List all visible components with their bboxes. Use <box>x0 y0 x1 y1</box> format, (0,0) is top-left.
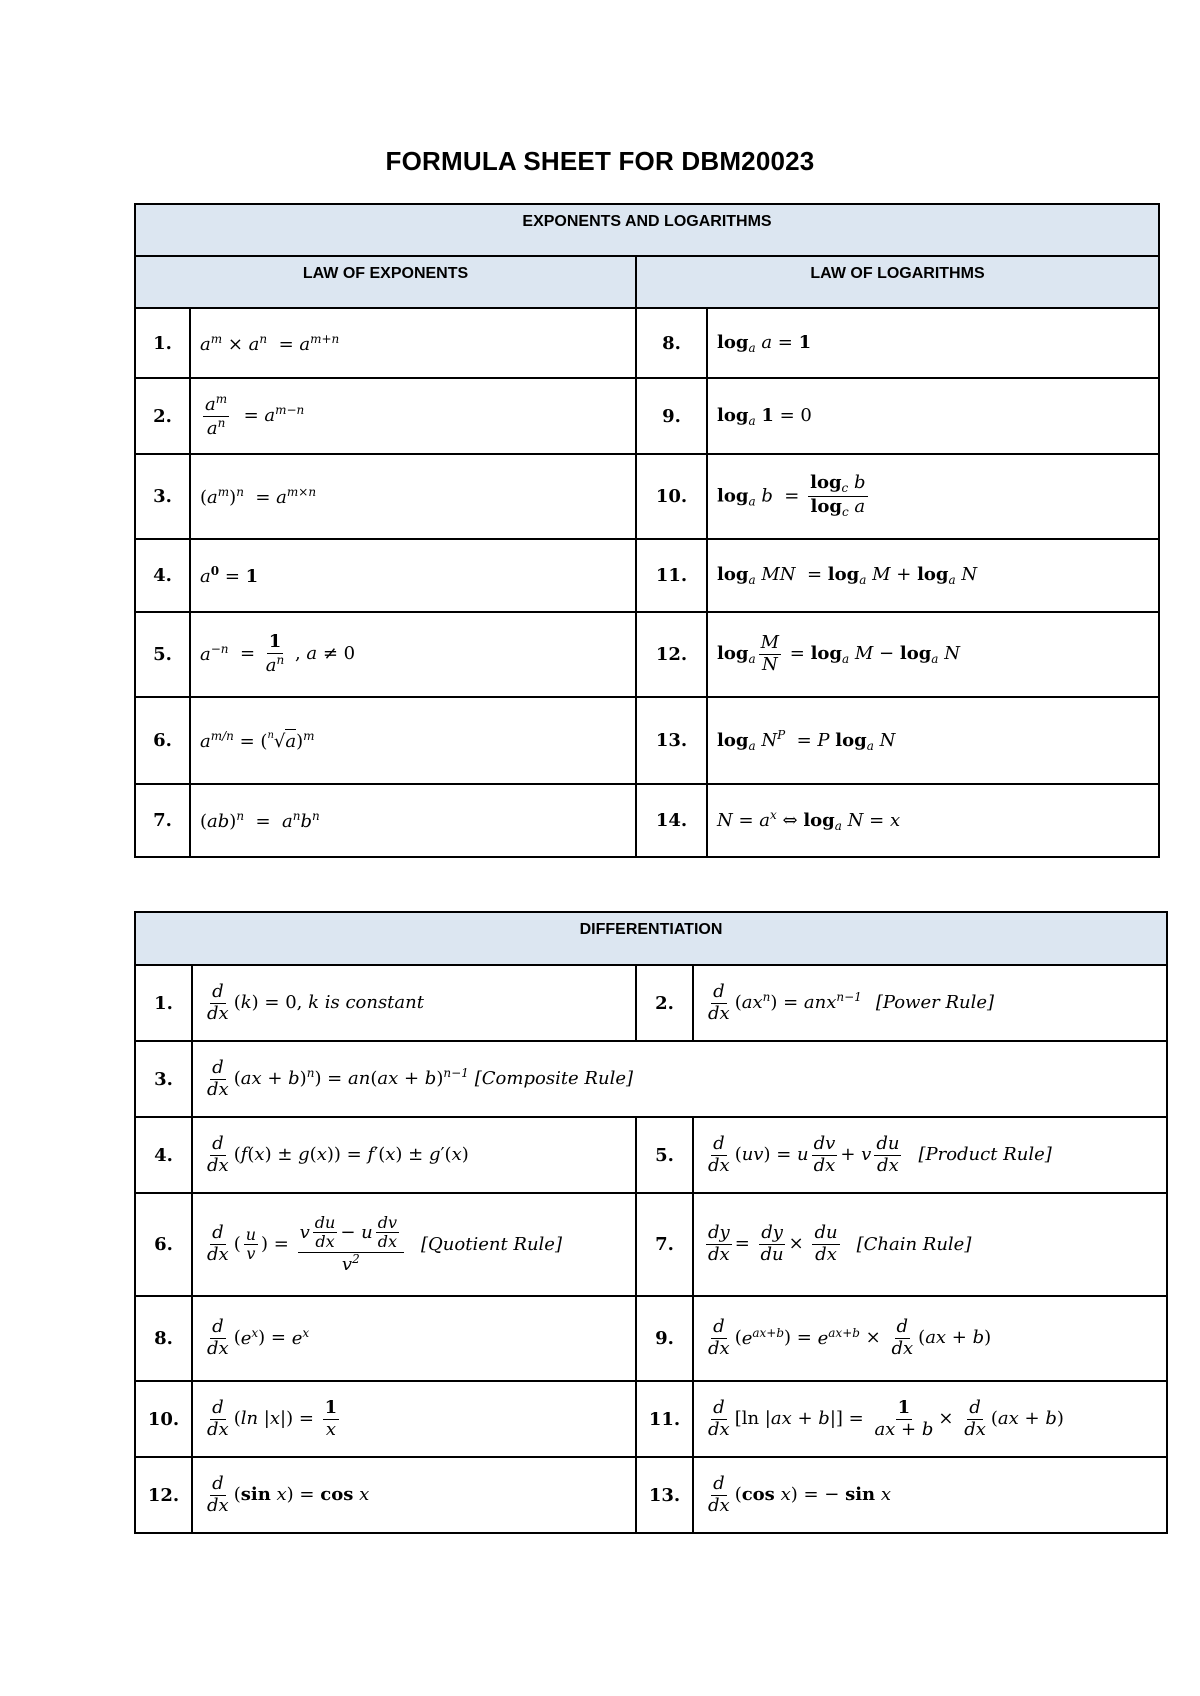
table-row <box>135 784 1159 857</box>
rule-label: [Composite Rule] <box>474 1068 634 1089</box>
formula-number: 10. <box>135 1381 192 1457</box>
formula-derivative-ln: $\frac{d}{dx}$ (ln |x|) = $\frac{1}{x}$ <box>192 1381 636 1457</box>
formula-number: 6. <box>135 1193 192 1296</box>
differentiation-table <box>134 911 1168 1534</box>
formula-number: 11. <box>636 1381 693 1457</box>
formula-log-product: $\log_a$ MN = $\log_a M + \log_a N$ <box>707 539 1159 612</box>
formula-exponent-zero: $a^0 = 1$ <box>190 539 636 612</box>
rule-label: [Quotient Rule] <box>421 1233 562 1255</box>
table-row <box>135 378 1159 454</box>
section-header-exponents-logarithms: EXPONENTS AND LOGARITHMS <box>135 204 1159 256</box>
table-row <box>135 697 1159 784</box>
formula-log-change-of-base: $\log_a b$ = $\frac{\log_c b}{\log_c a}$ <box>707 454 1159 539</box>
formula-number: 13. <box>636 1457 693 1533</box>
formula-chain-rule: $\frac{dy}{dx}$ = $\frac{dy}{du}$ × $\frac{du}{dx}$ [Chain Rule] <box>693 1193 1167 1296</box>
table-row <box>135 1457 1167 1533</box>
formula-number: 9. <box>636 1296 693 1381</box>
column-header-law-of-exponents: LAW OF EXPONENTS <box>135 256 636 308</box>
formula-number: 8. <box>135 1296 192 1381</box>
formula-number: 14. <box>636 784 707 857</box>
formula-sum-difference-rule: $\frac{d}{dx}$ (f(x) ± g(x)) = f′(x) ± g′(x) <box>192 1117 636 1193</box>
column-header-law-of-logarithms: LAW OF LOGARITHMS <box>636 256 1159 308</box>
table-row <box>135 612 1159 697</box>
formula-number: 4. <box>135 1117 192 1193</box>
exponents-logarithms-table <box>134 203 1160 858</box>
rule-label: [Product Rule] <box>918 1144 1052 1165</box>
formula-number: 1. <box>135 965 192 1041</box>
formula-number: 11. <box>636 539 707 612</box>
formula-number: 4. <box>135 539 190 612</box>
formula-number: 5. <box>636 1117 693 1193</box>
formula-log-of-one: $\log_a 1 = 0$ <box>707 378 1159 454</box>
table-row <box>135 1296 1167 1381</box>
rule-label: [Power Rule] <box>875 992 995 1013</box>
formula-number: 3. <box>135 1041 192 1117</box>
formula-derivative-exponential-linear: $\frac{d}{dx}$ $(e^{ax+b}) = e^{ax+b}$ × $\frac{d}{dx}$ (ax + b) <box>693 1296 1167 1381</box>
formula-power-rule: $\frac{d}{dx}$ $(ax^n) = anx^{n-1}$ [Power Rule] <box>693 965 1167 1041</box>
rule-label: [Chain Rule] <box>856 1233 972 1255</box>
formula-number: 2. <box>636 965 693 1041</box>
formula-number: 12. <box>135 1457 192 1533</box>
formula-derivative-exponential: $\frac{d}{dx}$ $(e^x) = e^x$ <box>192 1296 636 1381</box>
formula-exponent-product: $a^m \times a^n = a^{m+n}$ <box>190 308 636 378</box>
formula-log-base-self: $\log_a a = 1$ <box>707 308 1159 378</box>
formula-number: 7. <box>636 1193 693 1296</box>
table-row <box>135 308 1159 378</box>
formula-number: 9. <box>636 378 707 454</box>
formula-log-quotient: $\log_a$ $\frac{M}{N}$ = $\log_a M - \log_a N$ <box>707 612 1159 697</box>
formula-derivative-ln-linear: $\frac{d}{dx}$ [ln |ax + b|] = $\frac{1}{ax + b}$ × $\frac{d}{dx}$ (ax + b) <box>693 1381 1167 1457</box>
formula-number: 6. <box>135 697 190 784</box>
formula-number: 7. <box>135 784 190 857</box>
table-row <box>135 1193 1167 1296</box>
formula-number: 2. <box>135 378 190 454</box>
formula-number: 12. <box>636 612 707 697</box>
formula-number: 8. <box>636 308 707 378</box>
formula-exponent-fractional: $a^{m/n} = (^n√a)^m$ <box>190 697 636 784</box>
table-row <box>135 1117 1167 1193</box>
formula-number: 13. <box>636 697 707 784</box>
table-row <box>135 1381 1167 1457</box>
formula-exponent-negative: $a^{-n}$ = $\frac{1}{a^n}$ , a ≠ 0 <box>190 612 636 697</box>
formula-quotient-rule: $\frac{d}{dx}$ ( $\frac{u}{v}$ ) = v $\frac{du}{dx}$ − u $\frac{dv}{dx}$ $v^2$ [Quotient Rule] <box>192 1193 636 1296</box>
formula-number: 3. <box>135 454 190 539</box>
table-row <box>135 539 1159 612</box>
formula-number: 5. <box>135 612 190 697</box>
formula-number: 10. <box>636 454 707 539</box>
rule-label: k is constant <box>308 992 424 1013</box>
formula-log-definition: $N = a^x$ ⇔ $\log_a N = x$ <box>707 784 1159 857</box>
formula-composite-rule: $\frac{d}{dx}$ (ax + b)$^n$) = an(ax + b)$^{n-1}$ [Composite Rule] <box>192 1041 1167 1117</box>
table-row <box>135 454 1159 539</box>
formula-product-rule: $\frac{d}{dx}$ (uv) = u $\frac{dv}{dx}$ + v $\frac{du}{dx}$ [Product Rule] <box>693 1117 1167 1193</box>
formula-derivative-constant: $\frac{d}{dx}$ (k) = 0, k is constant <box>192 965 636 1041</box>
formula-exponent-power: $(a^m)^n = a^{m\times n}$ <box>190 454 636 539</box>
formula-derivative-cos: $\frac{d}{dx}$ (cos x) = − sin x <box>693 1457 1167 1533</box>
page-title: FORMULA SHEET FOR DBM20023 <box>385 146 815 176</box>
formula-exponent-product-power: $(ab)^n = a^nb^n$ <box>190 784 636 857</box>
table-row <box>135 1041 1167 1117</box>
formula-number: 1. <box>135 308 190 378</box>
formula-derivative-sin: $\frac{d}{dx}$ (sin x) = cos x <box>192 1457 636 1533</box>
formula-exponent-quotient: $\frac{a^m}{a^n}$ = $a^{m-n}$ <box>190 378 636 454</box>
section-header-differentiation: DIFFERENTIATION <box>135 912 1167 965</box>
formula-log-power: $\log_a N^P = P$ $\log_a N$ <box>707 697 1159 784</box>
table-row <box>135 965 1167 1041</box>
